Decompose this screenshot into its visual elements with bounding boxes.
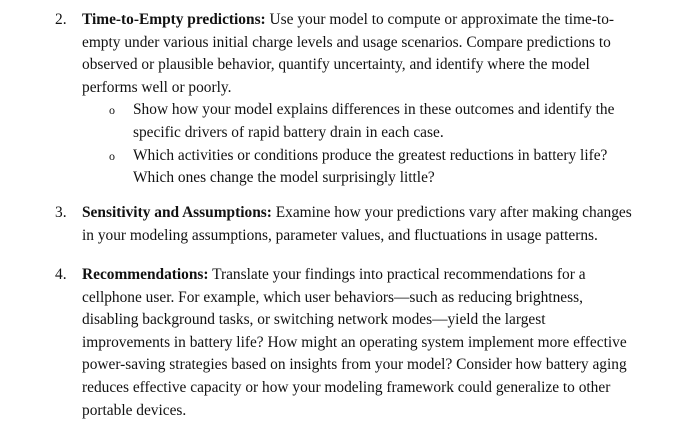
sub-bullet-icon: o — [109, 148, 115, 163]
list-item-3 — [55, 202, 685, 247]
list-item-text: power-saving strategies based on insights from your model? Consider how battery aging — [82, 356, 627, 374]
sub-list-item-text: specific drivers of rapid battery drain in each case. — [133, 123, 444, 141]
list-item-4 — [55, 264, 685, 422]
list-item-text: in your modeling assumptions, parameter values, and fluctuations in usage patterns. — [82, 226, 598, 244]
list-item-body — [82, 9, 685, 190]
list-item-number: 2. — [55, 11, 67, 28]
list-item-text: portable devices. — [82, 401, 187, 419]
list-item-2 — [55, 9, 685, 190]
list-item-text: Translate your findings into practical recommendations for a — [212, 266, 586, 283]
list-item-text: cellphone user. For example, which user behaviors—such as reducing brightness, — [82, 288, 583, 306]
list-item-number: 3. — [55, 204, 67, 221]
list-item-body — [82, 264, 685, 422]
list-item-heading: Sensitivity and Assumptions: — [82, 204, 272, 221]
list-item-text: improvements in battery life? How might an operating system implement more effective — [82, 333, 627, 351]
list-item-number: 4. — [55, 266, 67, 283]
sub-list-item-text: Which activities or conditions produce the greatest reductions in battery life? — [133, 146, 608, 164]
list-item-heading: Time-to-Empty predictions: — [82, 11, 266, 28]
sub-list-item-body — [133, 99, 685, 144]
list-item-heading: Recommendations: — [82, 266, 209, 283]
sub-list-item-body — [133, 145, 685, 190]
list-item-line — [82, 264, 685, 287]
list-item-body — [82, 202, 685, 247]
sub-list-item — [109, 99, 685, 144]
list-item-text: observed or plausible behavior, quantify uncertainty, and identify where the model — [82, 56, 590, 74]
sub-list-item — [109, 145, 685, 190]
list-item-text: Use your model to compute or approximate the time-to- — [269, 11, 615, 28]
list-item-text: performs well or poorly. — [82, 78, 232, 96]
list-item-text: empty under various initial charge levels and usage scenarios. Compare predictions to — [82, 33, 611, 51]
list-item-text: reduces effective capacity or how your modeling framework could generalize to other — [82, 378, 611, 396]
list-item-text: disabling background tasks, or switching network modes—yield the largest — [82, 311, 546, 329]
sub-bullet-icon: o — [109, 103, 115, 118]
list-item-line — [82, 9, 685, 32]
list-item-text: Examine how your predictions vary after making changes — [275, 204, 632, 221]
sub-list-item-text: Which ones change the model surprisingly little? — [133, 169, 435, 187]
sub-list-item-text: Show how your model explains differences in these outcomes and identify the — [133, 101, 615, 119]
list-item-line — [82, 202, 685, 225]
